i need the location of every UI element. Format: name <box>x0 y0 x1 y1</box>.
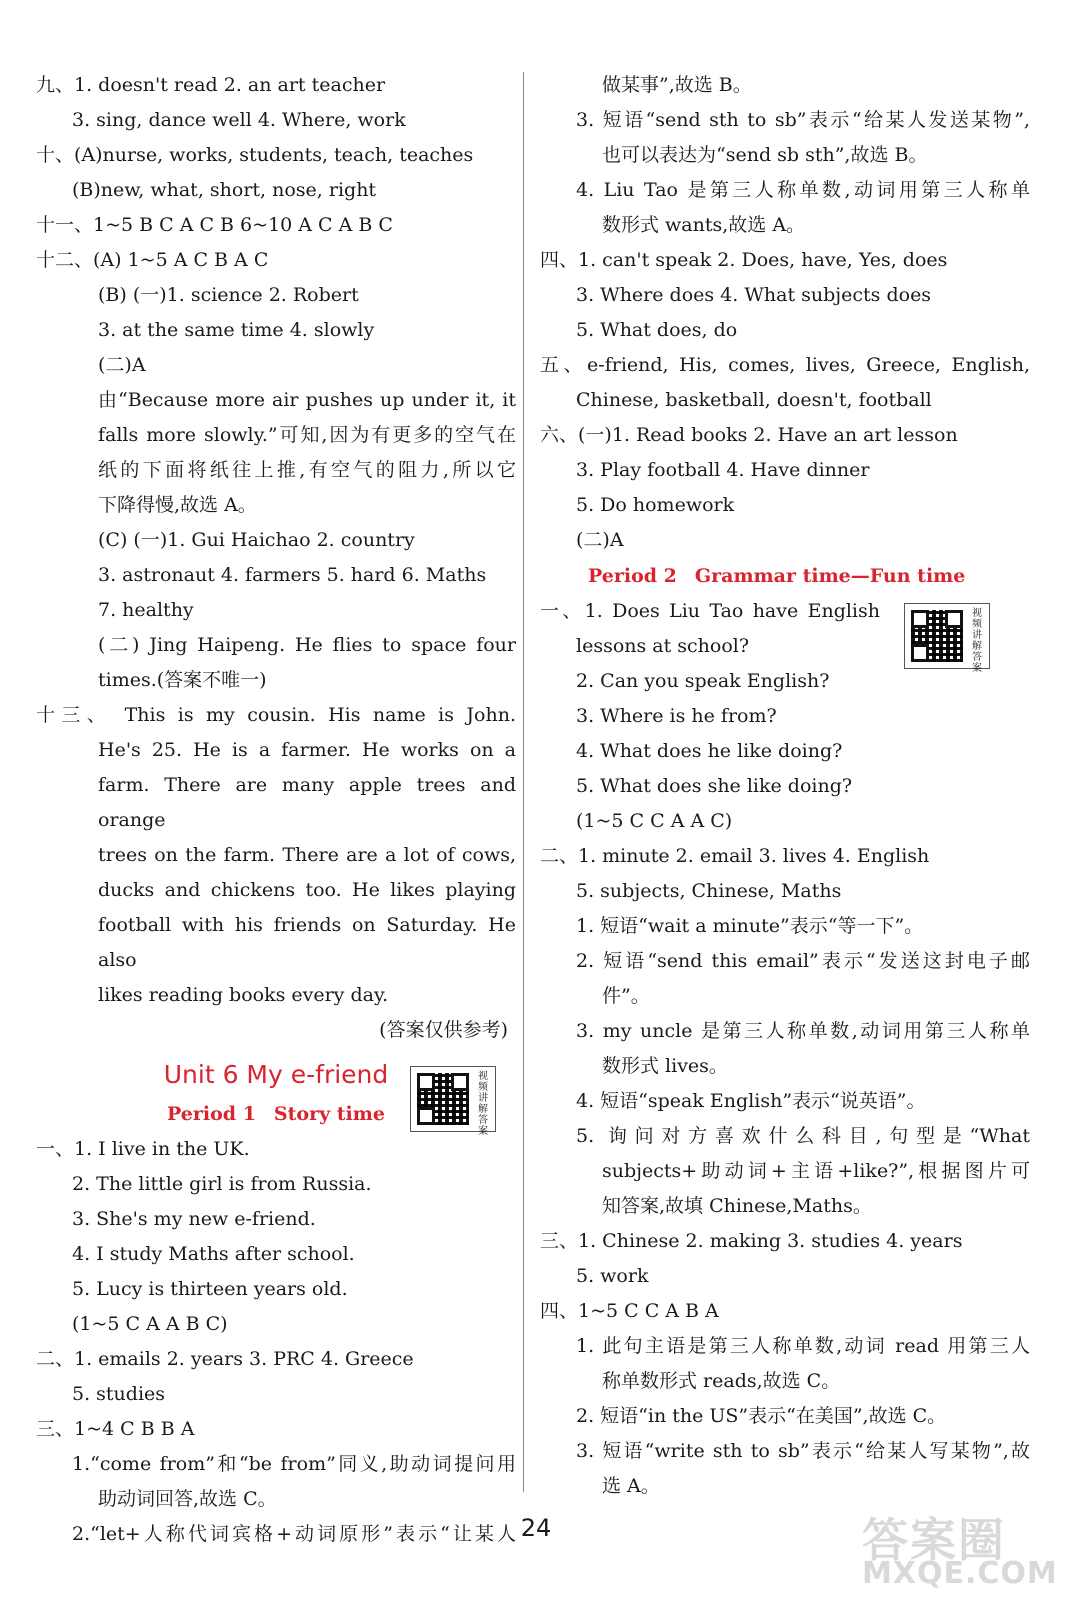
answer-line: 3. at the same time 4. slowly <box>98 319 375 341</box>
answer-line: 三、1~4 C B B A <box>36 1418 195 1440</box>
page-number: 24 <box>520 1514 552 1542</box>
watermark-text: 答案圈 <box>862 1513 1006 1567</box>
answer-line: 做某事”,故选 B。 <box>602 74 752 96</box>
answer-line: (二) Jing Haipeng. He flies to space four <box>98 634 516 656</box>
qr-label: 视频讲解答案 <box>478 1071 488 1137</box>
answer-line: 1.“come from”和“be from”同义,助动词提问用 <box>72 1453 516 1475</box>
answer-line: 5. work <box>576 1265 649 1287</box>
answer-line: likes reading books every day. <box>98 984 389 1006</box>
answer-line: lessons at school? <box>576 635 750 657</box>
answer-line: 由“Because more air pushes up under it, it <box>98 389 516 411</box>
answer-line: 1. 此句主语是第三人称单数,动词 read 用第三人 <box>576 1335 1030 1357</box>
answer-line: (B)new, what, short, nose, right <box>72 179 377 201</box>
answer-line: (B) (一)1. science 2. Robert <box>98 284 359 306</box>
answer-line: 3. She's my new e-friend. <box>72 1208 316 1230</box>
answer-line: 5. What does, do <box>576 319 738 341</box>
answer-line: 四、1. can't speak 2. Does, have, Yes, does <box>540 249 948 271</box>
qr-label: 视频讲解答案 <box>972 608 982 674</box>
answer-line: 十二、(A) 1~5 A C B A C <box>36 249 269 271</box>
qr-code[interactable] <box>904 603 990 674</box>
answer-line: 二、1. minute 2. email 3. lives 4. English <box>540 845 930 867</box>
period-name: Grammar time—Fun time <box>694 565 966 587</box>
answer-line: subjects+助动词+主语+like?”,根据图片可 <box>602 1160 1030 1182</box>
answer-line: 3. astronaut 4. farmers 5. hard 6. Maths <box>98 564 487 586</box>
answer-line: 件”。 <box>602 985 650 1007</box>
answer-line: times.(答案不唯一) <box>98 669 267 691</box>
answer-line: (1~5 C A A B C) <box>72 1313 228 1335</box>
answer-line: 选 A。 <box>602 1475 660 1497</box>
answer-line: (二)A <box>98 354 146 376</box>
answer-line: 十一、1~5 B C A C B 6~10 A C A B C <box>36 214 393 236</box>
period-name: Story time <box>273 1103 385 1125</box>
answer-line: 4. I study Maths after school. <box>72 1243 355 1265</box>
unit-title: Unit 6 My e-friend <box>163 1060 389 1089</box>
qr-finder-icon <box>417 1073 435 1091</box>
qr-finder-icon <box>945 610 963 628</box>
answer-line: 2.“let+人称代词宾格+动词原形”表示“让某人 <box>72 1523 516 1545</box>
answer-line: 二、1. emails 2. years 3. PRC 4. Greece <box>36 1348 414 1370</box>
answer-line: 5. What does she like doing? <box>576 775 853 797</box>
answer-line: trees on the farm. There are a lot of cows, <box>98 844 516 866</box>
answer-line: 十、(A)nurse, works, students, teach, teaches <box>36 144 474 166</box>
answer-line: 1. 短语“wait a minute”表示“等一下”。 <box>576 915 924 937</box>
answer-line: 三、1. Chinese 2. making 3. studies 4. years <box>540 1230 963 1252</box>
answer-line: farm. There are many apple trees and orange <box>98 774 516 831</box>
answer-line: 7. healthy <box>98 599 194 621</box>
answer-line: 2. The little girl is from Russia. <box>72 1173 372 1195</box>
answer-line: 5. studies <box>72 1383 166 1405</box>
answer-line: ducks and chickens too. He likes playing <box>98 879 516 901</box>
answer-line: 六、(一)1. Read books 2. Have an art lesson <box>540 424 958 446</box>
qr-finder-icon <box>451 1073 469 1091</box>
answer-line: 3. 短语“write sth to sb”表示“给某人写某物”,故 <box>576 1440 1030 1462</box>
answer-line: 下降得慢,故选 A。 <box>98 494 257 516</box>
answer-line: 一、1. Does Liu Tao have English <box>540 600 880 622</box>
period-title <box>540 558 1030 594</box>
answer-line: 数形式 wants,故选 A。 <box>602 214 806 236</box>
answer-line: football with his friends on Saturday. He also <box>98 914 516 971</box>
answer-line: 3. Where is he from? <box>576 705 777 727</box>
answer-line: 3. 短语“send sth to sb”表示“给某人发送某物”, <box>576 109 1030 131</box>
answer-line: 4. What does he like doing? <box>576 740 843 762</box>
answer-line: 五、e-friend, His, comes, lives, Greece, English, <box>540 354 1030 376</box>
answer-line: 数形式 lives。 <box>602 1055 728 1077</box>
answer-line: 5. subjects, Chinese, Maths <box>576 880 842 902</box>
column-divider <box>523 72 524 1492</box>
answer-line: 2. 短语“in the US”表示“在美国”,故选 C。 <box>576 1405 947 1427</box>
answer-line: 3. Where does 4. What subjects does <box>576 284 932 306</box>
right-column <box>540 68 1030 1504</box>
answer-line: 称单数形式 reads,故选 C。 <box>602 1370 841 1392</box>
answer-line: 5. Lucy is thirteen years old. <box>72 1278 348 1300</box>
answer-line: 3. Play football 4. Have dinner <box>576 459 870 481</box>
answer-line: 2. Can you speak English? <box>576 670 830 692</box>
period-number: Period 1 <box>167 1103 256 1125</box>
watermark-url: MXQE.COM <box>862 1556 1058 1591</box>
answer-line: 5. 询问对方喜欢什么科目,句型是“What <box>576 1125 1030 1147</box>
period-number: Period 2 <box>588 565 677 587</box>
qr-finder-icon <box>911 644 929 662</box>
answer-line: 助动词回答,故选 C。 <box>98 1488 277 1510</box>
answer-line: 四、1~5 C C A B A <box>540 1300 719 1322</box>
answer-line: (二)A <box>576 529 624 551</box>
reference-note: (答案仅供参考) <box>379 1019 508 1041</box>
answer-line: 十三、 This is my cousin. His name is John. <box>36 704 516 726</box>
answer-line: He's 25. He is a farmer. He works on a <box>98 739 516 761</box>
answer-line: 知答案,故填 Chinese,Maths。 <box>602 1195 872 1217</box>
answer-line: 3. sing, dance well 4. Where, work <box>72 109 406 131</box>
answer-line: 4. Liu Tao 是第三人称单数,动词用第三人称单 <box>576 179 1030 201</box>
qr-finder-icon <box>417 1107 435 1125</box>
watermark-logo <box>846 1498 1060 1594</box>
answer-line: 纸的下面将纸往上推,有空气的阻力,所以它 <box>98 459 516 481</box>
answer-line: (C) (一)1. Gui Haichao 2. country <box>98 529 415 551</box>
answer-line: 3. my uncle 是第三人称单数,动词用第三人称单 <box>576 1020 1030 1042</box>
qr-finder-icon <box>911 610 929 628</box>
answer-line: Chinese, basketball, doesn't, football <box>576 389 932 411</box>
left-column <box>36 68 516 1552</box>
answer-line: (1~5 C C A A C) <box>576 810 733 832</box>
answer-line: 也可以表达为“send sb sth”,故选 B。 <box>602 144 928 166</box>
answer-line: 5. Do homework <box>576 494 735 516</box>
answer-line: 一、1. I live in the UK. <box>36 1138 250 1160</box>
answer-line: falls more slowly.”可知,因为有更多的空气在 <box>98 424 516 446</box>
answer-line: 九、1. doesn't read 2. an art teacher <box>36 74 386 96</box>
answer-line: 2. 短语“send this email”表示“发送这封电子邮 <box>576 950 1030 972</box>
answer-line: 4. 短语“speak English”表示“说英语”。 <box>576 1090 926 1112</box>
qr-code[interactable] <box>410 1066 496 1137</box>
